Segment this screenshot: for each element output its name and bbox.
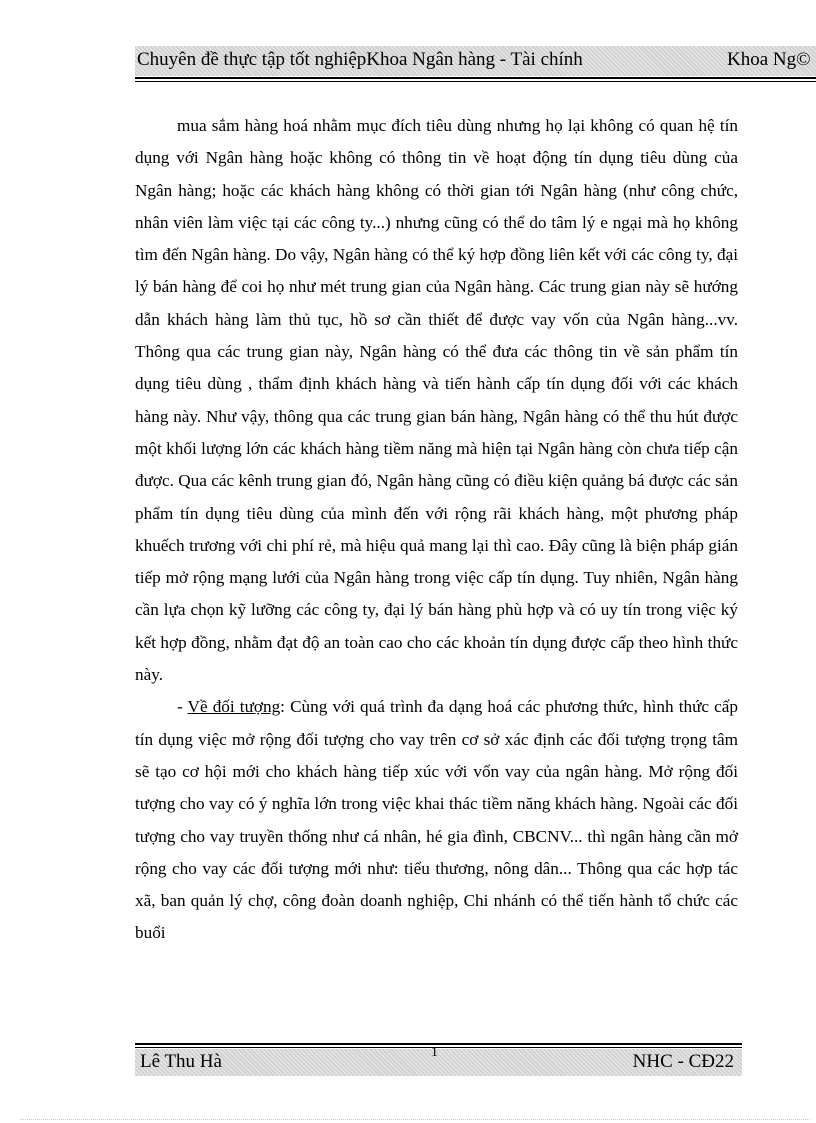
- header-rule-thick: [135, 77, 816, 79]
- footer-author: Lê Thu Hà: [140, 1051, 222, 1072]
- header-title: Chuyên đề thực tập tốt nghiệpKhoa Ngân hàng - Tài chính: [137, 49, 583, 70]
- paragraph-2-prefix: -: [177, 697, 188, 717]
- bottom-dotted-line: [20, 1119, 810, 1120]
- footer-rule-thick: [135, 1043, 742, 1045]
- header-right-text: Khoa Ng©: [727, 49, 811, 70]
- page-footer: [135, 1045, 742, 1076]
- paragraph-2: [135, 691, 738, 949]
- page-number: 1: [431, 1045, 438, 1060]
- paragraph-2-text: : Cùng với quá trình đa dạng hoá các phương thức, hình thức cấp tín dụng việc mở rộng đối tượng cho vay trên cơ sở xác định các đối tượng trọng tâm sẽ tạo cơ hội mới cho khách hàng tiếp xúc với vốn vay của ngân hàng. Mở rộng đối tượng cho vay có ý nghĩa lớn trong việc khai thác tiềm năng khách hàng. Ngoài các đối tượng cho vay truyền thống như cá nhân, hé gia đình, CBCNV... thì ngân hàng cần mở rộng cho vay các đối tượng mới như: tiểu thương, nông dân... Thông qua các hợp tác xã, ban quản lý chợ, công đoàn doanh nghiệp, Chi nhánh có thể tiến hành tổ chức các buổi: [135, 697, 738, 943]
- body-text: [135, 110, 738, 950]
- paragraph-1: mua sắm hàng hoá nhằm mục đích tiêu dùng nhưng họ lại không có quan hệ tín dụng với Ngân hàng hoặc không có thông tin về hoạt động tín dụng tiêu dùng của Ngân hàng; hoặc các khách hàng không có thời gian tới Ngân hàng (như công chức, nhân viên làm việc tại các công ty...) nhưng cũng có thể do tâm lý e ngại mà họ không tìm đến Ngân hàng. Do vậy, Ngân hàng có thể ký hợp đồng liên kết với các công ty, đại lý bán hàng để coi họ như mét trung gian của Ngân hàng. Các trung gian này sẽ hướng dẫn khách hàng làm thủ tục, hồ sơ cần thiết để được vay vốn của Ngân hàng...vv. Thông qua các trung gian này, Ngân hàng có thể đưa các thông tin về sản phẩm tín dụng tiêu dùng , thẩm định khách hàng và tiến hành cấp tín dụng đối với các khách hàng này. Như vậy, thông qua các trung gian bán hàng, Ngân hàng có thể thu hút được một khối lượng lớn các khách hàng tiềm năng mà hiện tại Ngân hàng còn chưa tiếp cận được. Qua các kênh trung gian đó, Ngân hàng cũng có điều kiện quảng bá được các sản phẩm tín dụng tiêu dùng của mình đến với rộng rãi khách hàng, một phương pháp khuếch trương với chi phí rẻ, mà hiệu quả mang lại thì cao. Đây cũng là biện pháp gián tiếp mở rộng mạng lưới của Ngân hàng trong việc cấp tín dụng. Tuy nhiên, Ngân hàng cần lựa chọn kỹ lưỡng các công ty, đại lý bán hàng phù hợp và có uy tín trong việc ký kết hợp đồng, nhằm đạt độ an toàn cao cho các khoản tín dụng được cấp theo hình thức này.: [135, 116, 738, 685]
- header-rule-thin: [135, 81, 816, 82]
- page-header: [135, 46, 816, 76]
- footer-rule-thin: [135, 1047, 742, 1048]
- section-heading: Về đối tượng: [187, 697, 281, 717]
- footer-class-code: NHC - CĐ22: [632, 1051, 734, 1072]
